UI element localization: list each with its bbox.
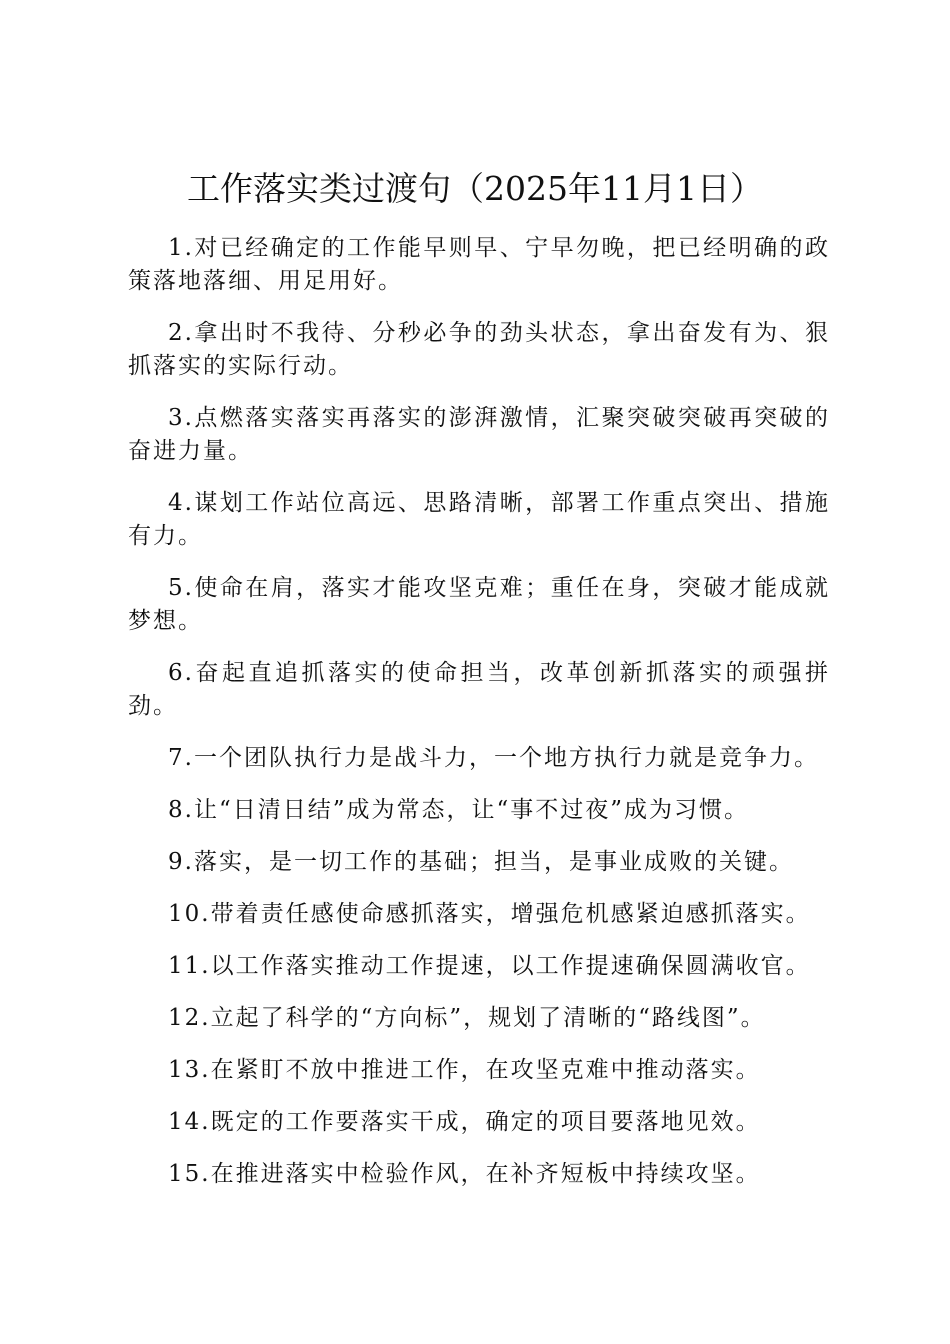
paragraph-12: 12.立起了科学的“方向标”，规划了清晰的“路线图”。 xyxy=(168,1005,766,1031)
document-body xyxy=(128,232,830,1210)
paragraph-6: 6.奋起直追抓落实的使命担当，改革创新抓落实的顽强拼劲。 xyxy=(128,660,830,719)
paragraph-3: 3.点燃落实落实再落实的澎湃激情，汇聚突破突破再突破的奋进力量。 xyxy=(128,405,830,464)
paragraph-10: 10.带着责任感使命感抓落实，增强危机感紧迫感抓落实。 xyxy=(168,901,811,927)
paragraph-13: 13.在紧盯不放中推进工作，在攻坚克难中推动落实。 xyxy=(168,1057,761,1083)
paragraph-8: 8.让“日清日结”成为常态，让“事不过夜”成为习惯。 xyxy=(168,797,749,823)
paragraph-14: 14.既定的工作要落实干成，确定的项目要落地见效。 xyxy=(168,1109,761,1135)
paragraph-7: 7.一个团队执行力是战斗力，一个地方执行力就是竞争力。 xyxy=(168,745,819,771)
paragraph-2: 2.拿出时不我待、分秒必争的劲头状态，拿出奋发有为、狠抓落实的实际行动。 xyxy=(128,320,830,379)
paragraph-4: 4.谋划工作站位高远、思路清晰，部署工作重点突出、措施有力。 xyxy=(128,490,830,549)
paragraph-5: 5.使命在肩，落实才能攻坚克难；重任在身，突破才能成就梦想。 xyxy=(128,575,830,634)
paragraph-9: 9.落实，是一切工作的基础；担当，是事业成败的关键。 xyxy=(168,849,794,875)
document-title: 工作落实类过渡句（2025年11月1日） xyxy=(187,169,763,208)
paragraph-1: 1.对已经确定的工作能早则早、宁早勿晚，把已经明确的政策落地落细、用足用好。 xyxy=(128,235,830,294)
paragraph-15: 15.在推进落实中检验作风，在补齐短板中持续攻坚。 xyxy=(168,1161,761,1187)
paragraph-11: 11.以工作落实推动工作提速，以工作提速确保圆满收官。 xyxy=(168,953,811,979)
